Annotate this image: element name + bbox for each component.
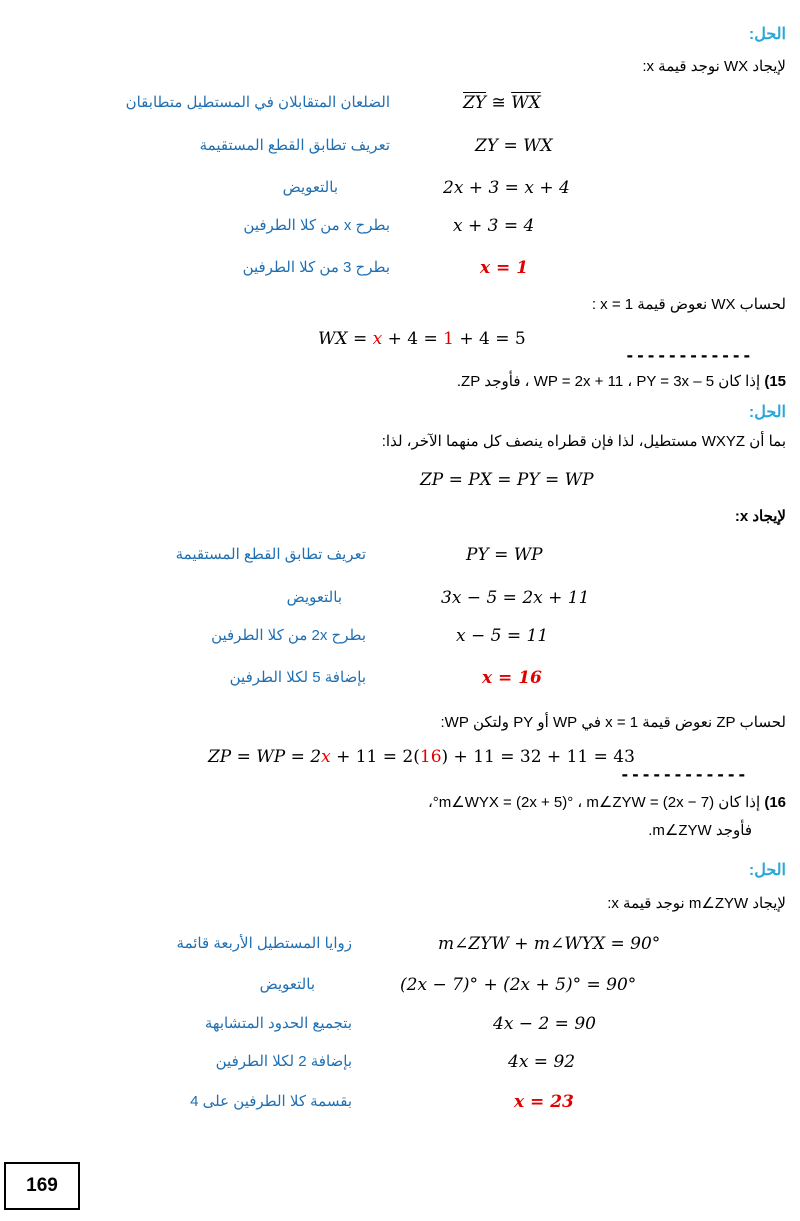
- eq-py-wp: PY = WP: [466, 545, 543, 565]
- eq-x-equals-16: x = 16: [482, 668, 542, 688]
- eq-substitute-2: 3x − 5 = 2x + 11: [441, 588, 590, 608]
- question-15: 15) إذا كان WP = 2x + 11 ، PY = 3x – 5 ، فأوجد ZP.: [456, 373, 786, 390]
- reason-substitution-2: بالتعويض: [286, 589, 342, 606]
- intro-find-angle: لإيجاد m∠ZYW نوجد قيمة x:: [607, 895, 786, 912]
- reason-divide-4: بقسمة كلا الطرفين على 4: [190, 1093, 352, 1110]
- compute-zp-text: لحساب ZP نعوض قيمة x = 1 في WP أو PY ولتكن WP:: [440, 714, 786, 731]
- solution-heading-3: الحل:: [748, 862, 786, 879]
- reason-subtract-2x: بطرح 2x من كلا الطرفين: [211, 627, 366, 644]
- eq-zy-wx: ZY = WX: [475, 136, 553, 156]
- eq-substitute-1: 2x + 3 = x + 4: [443, 178, 570, 198]
- reason-segment-congruence-2: تعريف تطابق القطع المستقيمة: [175, 546, 366, 563]
- eq-4x-equals-92: 4x = 92: [508, 1052, 576, 1072]
- eq-diagonal-parts: ZP = PX = PY = WP: [420, 470, 594, 490]
- page-number: 169: [4, 1162, 80, 1210]
- reason-combine-terms: بتجميع الحدود المتشابهة: [204, 1015, 352, 1032]
- reason-substitution-1: بالتعويض: [282, 179, 338, 196]
- reason-substitution-3: بالتعويض: [259, 976, 315, 993]
- reason-subtract-3: بطرح 3 من كلا الطرفين: [242, 259, 390, 276]
- result-zp: ZP = WP = 2x + 11 = 2(16) + 11 = 32 + 11 = 43: [208, 747, 635, 767]
- compute-wx-text: لحساب WX نعوض قيمة x = 1 :: [591, 296, 786, 313]
- solution-heading-1: الحل:: [748, 26, 786, 43]
- reason-subtract-x: بطرح x من كلا الطرفين: [243, 217, 390, 234]
- separator-2: ------------: [620, 765, 748, 784]
- reason-segment-congruence: تعريف تطابق القطع المستقيمة: [199, 137, 390, 154]
- question-16-line2: فأوجد m∠ZYW.: [648, 822, 752, 839]
- result-wx: WX = x + 4 = 1 + 4 = 5: [318, 329, 526, 349]
- solution-heading-2: الحل:: [748, 404, 786, 421]
- eq-x-equals-1: x = 1: [480, 258, 529, 278]
- intro-rectangle-diagonals: بما أن WXYZ مستطيل، لذا فإن قطراه ينصف كل منهما الآخر، لذا:: [381, 433, 786, 450]
- reason-add-2: بإضافة 2 لكلا الطرفين: [215, 1053, 352, 1070]
- find-x-label: لإيجاد x:: [734, 508, 786, 525]
- reason-opposite-sides: الضلعان المتقابلان في المستطيل متطابقان: [125, 94, 390, 111]
- eq-congruent-segments: $\overline{ZY}$ ≅ $\overline{WX}$: [463, 93, 541, 113]
- question-16-line1: 16) إذا كان m∠WYX = (2x + 5)° ، m∠ZYW = (2x − 7)°،: [427, 794, 786, 811]
- separator-1: ------------: [625, 346, 753, 365]
- reason-right-angles: زوايا المستطيل الأربعة قائمة: [176, 935, 352, 952]
- eq-x-plus-3: x + 3 = 4: [453, 216, 535, 236]
- eq-angle-sum: m∠ZYW + m∠WYX = 90°: [438, 934, 661, 954]
- eq-substitute-3: (2x − 7)° + (2x + 5)° = 90°: [400, 975, 637, 995]
- eq-x-minus-5: x − 5 = 11: [456, 626, 549, 646]
- eq-x-equals-23: x = 23: [514, 1092, 574, 1112]
- reason-add-5: بإضافة 5 لكلا الطرفين: [229, 669, 366, 686]
- intro-find-wx: لإيجاد WX نوجد قيمة x:: [642, 58, 786, 75]
- eq-4x-minus-2: 4x − 2 = 90: [493, 1014, 596, 1034]
